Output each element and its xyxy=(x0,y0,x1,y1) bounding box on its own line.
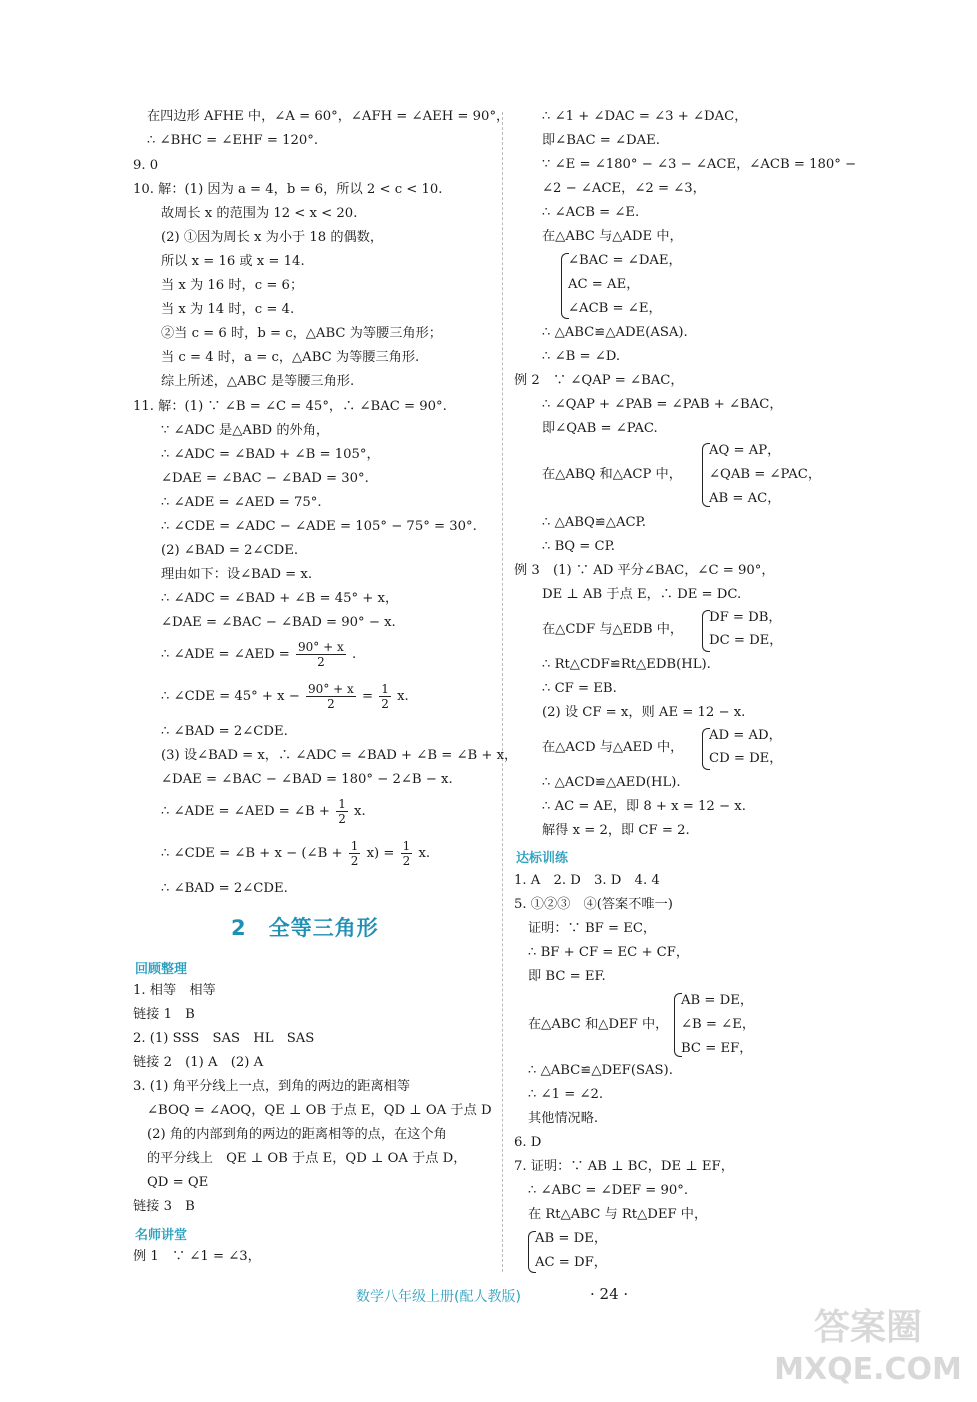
text-line: 例 1 ∵ ∠1 = ∠3， xyxy=(133,1249,261,1264)
text-line: DE ⊥ AB 于点 E，∴ DE = DC. xyxy=(542,587,742,602)
text-line: 即∠BAC = ∠DAE. xyxy=(542,133,660,148)
text-line: 在 Rt△ABC 与 Rt△DEF 中， xyxy=(528,1207,708,1222)
text-line: ∵ ∠E = ∠180° − ∠3 − ∠ACE，∠ACB = 180° − xyxy=(542,157,857,172)
formula-line: ∴ ∠ADE = ∠AED = $\frac{90^\circ + x}{2}$ . xyxy=(161,640,357,669)
text-line: 的平分线上 QE ⊥ OB 于点 E，QD ⊥ OA 于点 D， xyxy=(147,1151,467,1166)
text-line: ∴ ∠1 = ∠2. xyxy=(528,1087,604,1102)
text-line: ∠2 − ∠ACE，∠2 = ∠3， xyxy=(542,181,706,196)
watermark-bottom: MXQE.COM xyxy=(774,1352,962,1387)
text-line: DF = DB， xyxy=(709,610,782,625)
section-heading: 名师讲堂 xyxy=(135,1228,188,1243)
formula-line: ∴ ∠ADE = ∠AED = ∠B + $\frac{1}{2}$ x. xyxy=(161,797,366,826)
text-line: 所以 x = 16 或 x = 14. xyxy=(161,254,305,269)
text-line: DC = DE， xyxy=(709,633,783,648)
fraction: $\frac{1}{2}$ xyxy=(381,682,389,711)
text-line: ∴ ∠B = ∠D. xyxy=(542,349,621,364)
text-line: ∴ BF + CF = EC + CF， xyxy=(528,945,690,960)
text-line: ∴ ∠ABC = ∠DEF = 90°. xyxy=(528,1183,689,1198)
watermark-logo xyxy=(773,1297,963,1392)
text-line: ∠DAE = ∠BAC − ∠BAD = 180° − 2∠B − x. xyxy=(161,772,453,787)
text-line: 在△ABC 和△DEF 中， xyxy=(528,1017,669,1032)
text-line: 解得 x = 2，即 CF = 2. xyxy=(542,823,690,838)
text-line: 理由如下：设∠BAD = x. xyxy=(161,567,313,582)
text-line: ∴ ∠1 + ∠DAC = ∠3 + ∠DAC， xyxy=(542,109,748,124)
text-line: 例 2 ∵ ∠QAP = ∠BAC， xyxy=(514,373,684,388)
text-line: ∠ACB = ∠E， xyxy=(568,301,662,316)
text-line: 其他情况略. xyxy=(528,1111,599,1126)
section-heading: 回顾整理 xyxy=(135,962,188,977)
text-line: ∴ ∠BHC = ∠EHF = 120°. xyxy=(147,133,319,148)
text-line: 1. 相等 相等 xyxy=(133,983,216,998)
text-line: ∴ ∠ADE = ∠AED = 75°. xyxy=(161,495,322,510)
fraction: $\frac{90^\circ + x}{2}$ xyxy=(308,682,354,711)
text-line: ∠DAE = ∠BAC − ∠BAD = 30°. xyxy=(161,471,369,486)
text-line: ∴ BQ = CP. xyxy=(542,539,615,554)
text-line: ∴ ∠BAD = 2∠CDE. xyxy=(161,724,288,739)
text-line: ∠B = ∠E， xyxy=(681,1017,756,1032)
text-line: ∴ △ABC≌△ADE(ASA). xyxy=(542,325,688,340)
fraction: $\frac{1}{2}$ xyxy=(350,839,359,868)
text-line: 11. 解：(1) ∵ ∠B = ∠C = 45°，∴ ∠BAC = 90°. xyxy=(133,399,447,414)
text-line: AB = DE， xyxy=(681,993,754,1008)
text-line: ∴ ∠CDE = ∠ADC − ∠ADE = 105° − 75° = 30°. xyxy=(161,519,477,534)
text-line: 例 3 (1) ∵ AD 平分∠BAC，∠C = 90°， xyxy=(514,563,775,578)
text-line: AD = AD， xyxy=(709,728,782,743)
formula-line: ∴ ∠CDE = ∠B + x − (∠B + $\frac{1}{2}$ x) = $\frac{1}{2}$ x. xyxy=(161,839,431,868)
text-line: ∠BOQ = ∠AOQ，QE ⊥ OB 于点 E，QD ⊥ OA 于点 D xyxy=(147,1103,492,1118)
text-line: 10. 解：(1) 因为 a = 4，b = 6，所以 2 < c < 10. xyxy=(133,182,443,197)
text-line: 链接 2 (1) A (2) A xyxy=(133,1055,264,1070)
text-line: ∠QAB = ∠PAC， xyxy=(709,467,822,482)
text-line: ∴ ∠BAD = 2∠CDE. xyxy=(161,881,288,896)
text-line: ∴ ∠ADC = ∠BAD + ∠B = 45° + x， xyxy=(161,591,399,606)
text-line: ∴ △ABC≌△DEF(SAS). xyxy=(528,1063,673,1078)
section-heading: 达标训练 xyxy=(516,851,569,866)
page-number: · 24 · xyxy=(590,1285,629,1303)
text-line: 在△ABC 与△ADE 中， xyxy=(542,229,683,244)
text-line: (3) 设∠BAD = x，∴ ∠ADC = ∠BAD + ∠B = ∠B + x， xyxy=(161,748,518,763)
text-line: 9. 0 xyxy=(133,158,159,173)
text-line: ∴ △ABQ≌△ACP. xyxy=(542,515,646,530)
text-line: ∴ ∠QAP + ∠PAB = ∠PAB + ∠BAC， xyxy=(542,397,783,412)
text-line: (2) ①因为周长 x 为小于 18 的偶数， xyxy=(161,230,384,245)
fraction: $\frac{90^\circ + x}{2}$ xyxy=(298,640,344,669)
text-line: 在△CDF 与△EDB 中， xyxy=(542,622,684,637)
text-line: 在四边形 AFHE 中，∠A = 60°，∠AFH = ∠AEH = 90°， xyxy=(147,109,510,124)
text-line: 当 x 为 14 时，c = 4. xyxy=(161,302,295,317)
text-line: 3. (1) 角平分线上一点，到角的两边的距离相等 xyxy=(133,1079,411,1094)
text-line: AQ = AP， xyxy=(709,443,781,458)
text-line: CD = DE， xyxy=(709,751,783,766)
footer-book-title: 数学八年级上册(配人教版) xyxy=(356,1289,521,1305)
fraction: $\frac{1}{2}$ xyxy=(338,797,346,826)
text-line: 在△ACD 与△AED 中， xyxy=(542,740,684,755)
watermark-top: 答案圈 xyxy=(813,1307,923,1348)
text-line: ∴ ∠ADC = ∠BAD + ∠B = 105°， xyxy=(161,447,380,462)
text-line: ∠BAC = ∠DAE， xyxy=(568,253,682,268)
text-line: 链接 1 B xyxy=(133,1007,195,1022)
text-line: 当 c = 4 时，a = c，△ABC 为等腰三角形. xyxy=(161,350,420,365)
text-line: 即 BC = EF. xyxy=(528,969,606,984)
text-line: ∴ AC = AE，即 8 + x = 12 − x. xyxy=(542,799,746,814)
text-line: 6. D xyxy=(514,1135,542,1150)
text-line: 5. ①②③ ④(答案不唯一) xyxy=(514,897,673,912)
formula-line: ∴ ∠CDE = 45° + x − $\frac{90^\circ + x}{2}$ = $\frac{1}{2}$ x. xyxy=(161,682,409,711)
text-line: ∵ ∠ADC 是△ABD 的外角， xyxy=(161,423,330,438)
text-line: AB = AC， xyxy=(709,491,781,506)
text-line: AC = DF， xyxy=(535,1255,607,1270)
text-line: ∴ Rt△CDF≌Rt△EDB(HL). xyxy=(542,657,711,672)
text-line: (2) 角的内部到角的两边的距离相等的点，在这个角 xyxy=(147,1127,447,1142)
text-line: AC = AE， xyxy=(568,277,640,292)
text-line: AB = DE， xyxy=(535,1231,608,1246)
text-line: ∴ ∠ACB = ∠E. xyxy=(542,205,640,220)
text-line: 即∠QAB = ∠PAC. xyxy=(542,421,658,436)
text-line: 证明：∵ BF = EC， xyxy=(528,921,657,936)
text-line: (2) ∠BAD = 2∠CDE. xyxy=(161,543,299,558)
text-line: 综上所述，△ABC 是等腰三角形. xyxy=(161,374,355,389)
text-line: 7. 证明：∵ AB ⊥ BC，DE ⊥ EF， xyxy=(514,1159,734,1174)
text-line: ∴ △ACD≌△AED(HL). xyxy=(542,775,681,790)
text-line: ②当 c = 6 时，b = c，△ABC 为等腰三角形； xyxy=(161,326,442,341)
text-line: 2. (1) SSS SAS HL SAS xyxy=(133,1031,315,1046)
text-line: 1. A 2. D 3. D 4. 4 xyxy=(514,873,660,888)
column-divider xyxy=(502,112,503,1272)
text-line: ∴ CF = EB. xyxy=(542,681,617,696)
text-line: QD = QE xyxy=(147,1175,209,1190)
text-line: 链接 3 B xyxy=(133,1199,195,1214)
text-line: ∠DAE = ∠BAC − ∠BAD = 90° − x. xyxy=(161,615,396,630)
text-line: (2) 设 CF = x，则 AE = 12 − x. xyxy=(542,705,746,720)
chapter-title: 2 全等三角形 xyxy=(231,916,379,940)
text-line: BC = EF， xyxy=(681,1041,753,1056)
text-line: 故周长 x 的范围为 12 < x < 20. xyxy=(161,206,358,221)
fraction: $\frac{1}{2}$ xyxy=(402,839,411,868)
text-line: 当 x 为 16 时，c = 6； xyxy=(161,278,304,293)
text-line: 在△ABQ 和△ACP 中， xyxy=(542,467,682,482)
